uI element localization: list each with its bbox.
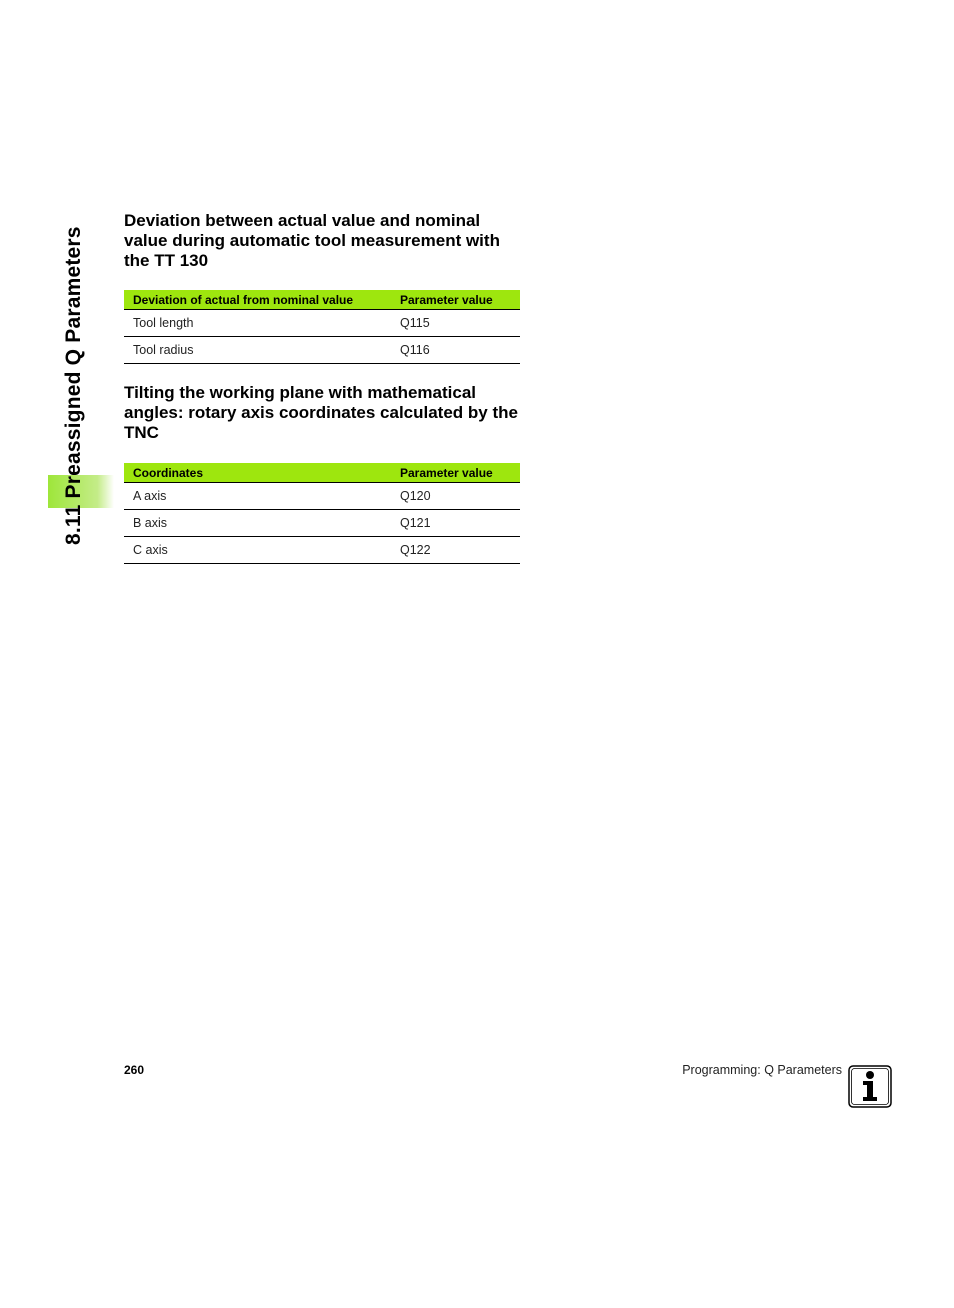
table-header-row: [124, 463, 520, 483]
tool-measurement-table: [124, 290, 520, 364]
column-header: Parameter value: [391, 290, 520, 310]
table-cell: A axis: [124, 483, 391, 510]
section-heading-tilting-plane: Tilting the working plane with mathematical angles: rotary axis coordinates calculated by the TNC: [124, 383, 518, 442]
table-cell: C axis: [124, 537, 391, 564]
section-heading-tool-measurement: Deviation between actual value and nominal value during automatic tool measurement with the TT 130: [124, 211, 500, 270]
table-row: [124, 510, 520, 537]
table-row: [124, 483, 520, 510]
table-cell: Tool length: [124, 310, 391, 337]
column-header: Parameter value: [391, 463, 520, 483]
info-icon: [848, 1065, 892, 1108]
rotary-axis-table: [124, 463, 520, 564]
table-cell: Tool radius: [124, 337, 391, 364]
page-number: 260: [124, 1063, 145, 1077]
table-cell: B axis: [124, 510, 391, 537]
table-row: [124, 537, 520, 564]
table-cell: Q121: [391, 510, 520, 537]
table-row: [124, 337, 520, 364]
footer-chapter-title: Programming: Q Parameters: [682, 1063, 842, 1077]
column-header: Deviation of actual from nominal value: [124, 290, 391, 310]
table-cell: Q116: [391, 337, 520, 364]
table-cell: Q122: [391, 537, 520, 564]
table-row: [124, 310, 520, 337]
table-cell: Q115: [391, 310, 520, 337]
chapter-side-title: 8.11 Preassigned Q Parameters: [62, 226, 85, 545]
table-cell: Q120: [391, 483, 520, 510]
column-header: Coordinates: [124, 463, 391, 483]
table-header-row: [124, 290, 520, 310]
